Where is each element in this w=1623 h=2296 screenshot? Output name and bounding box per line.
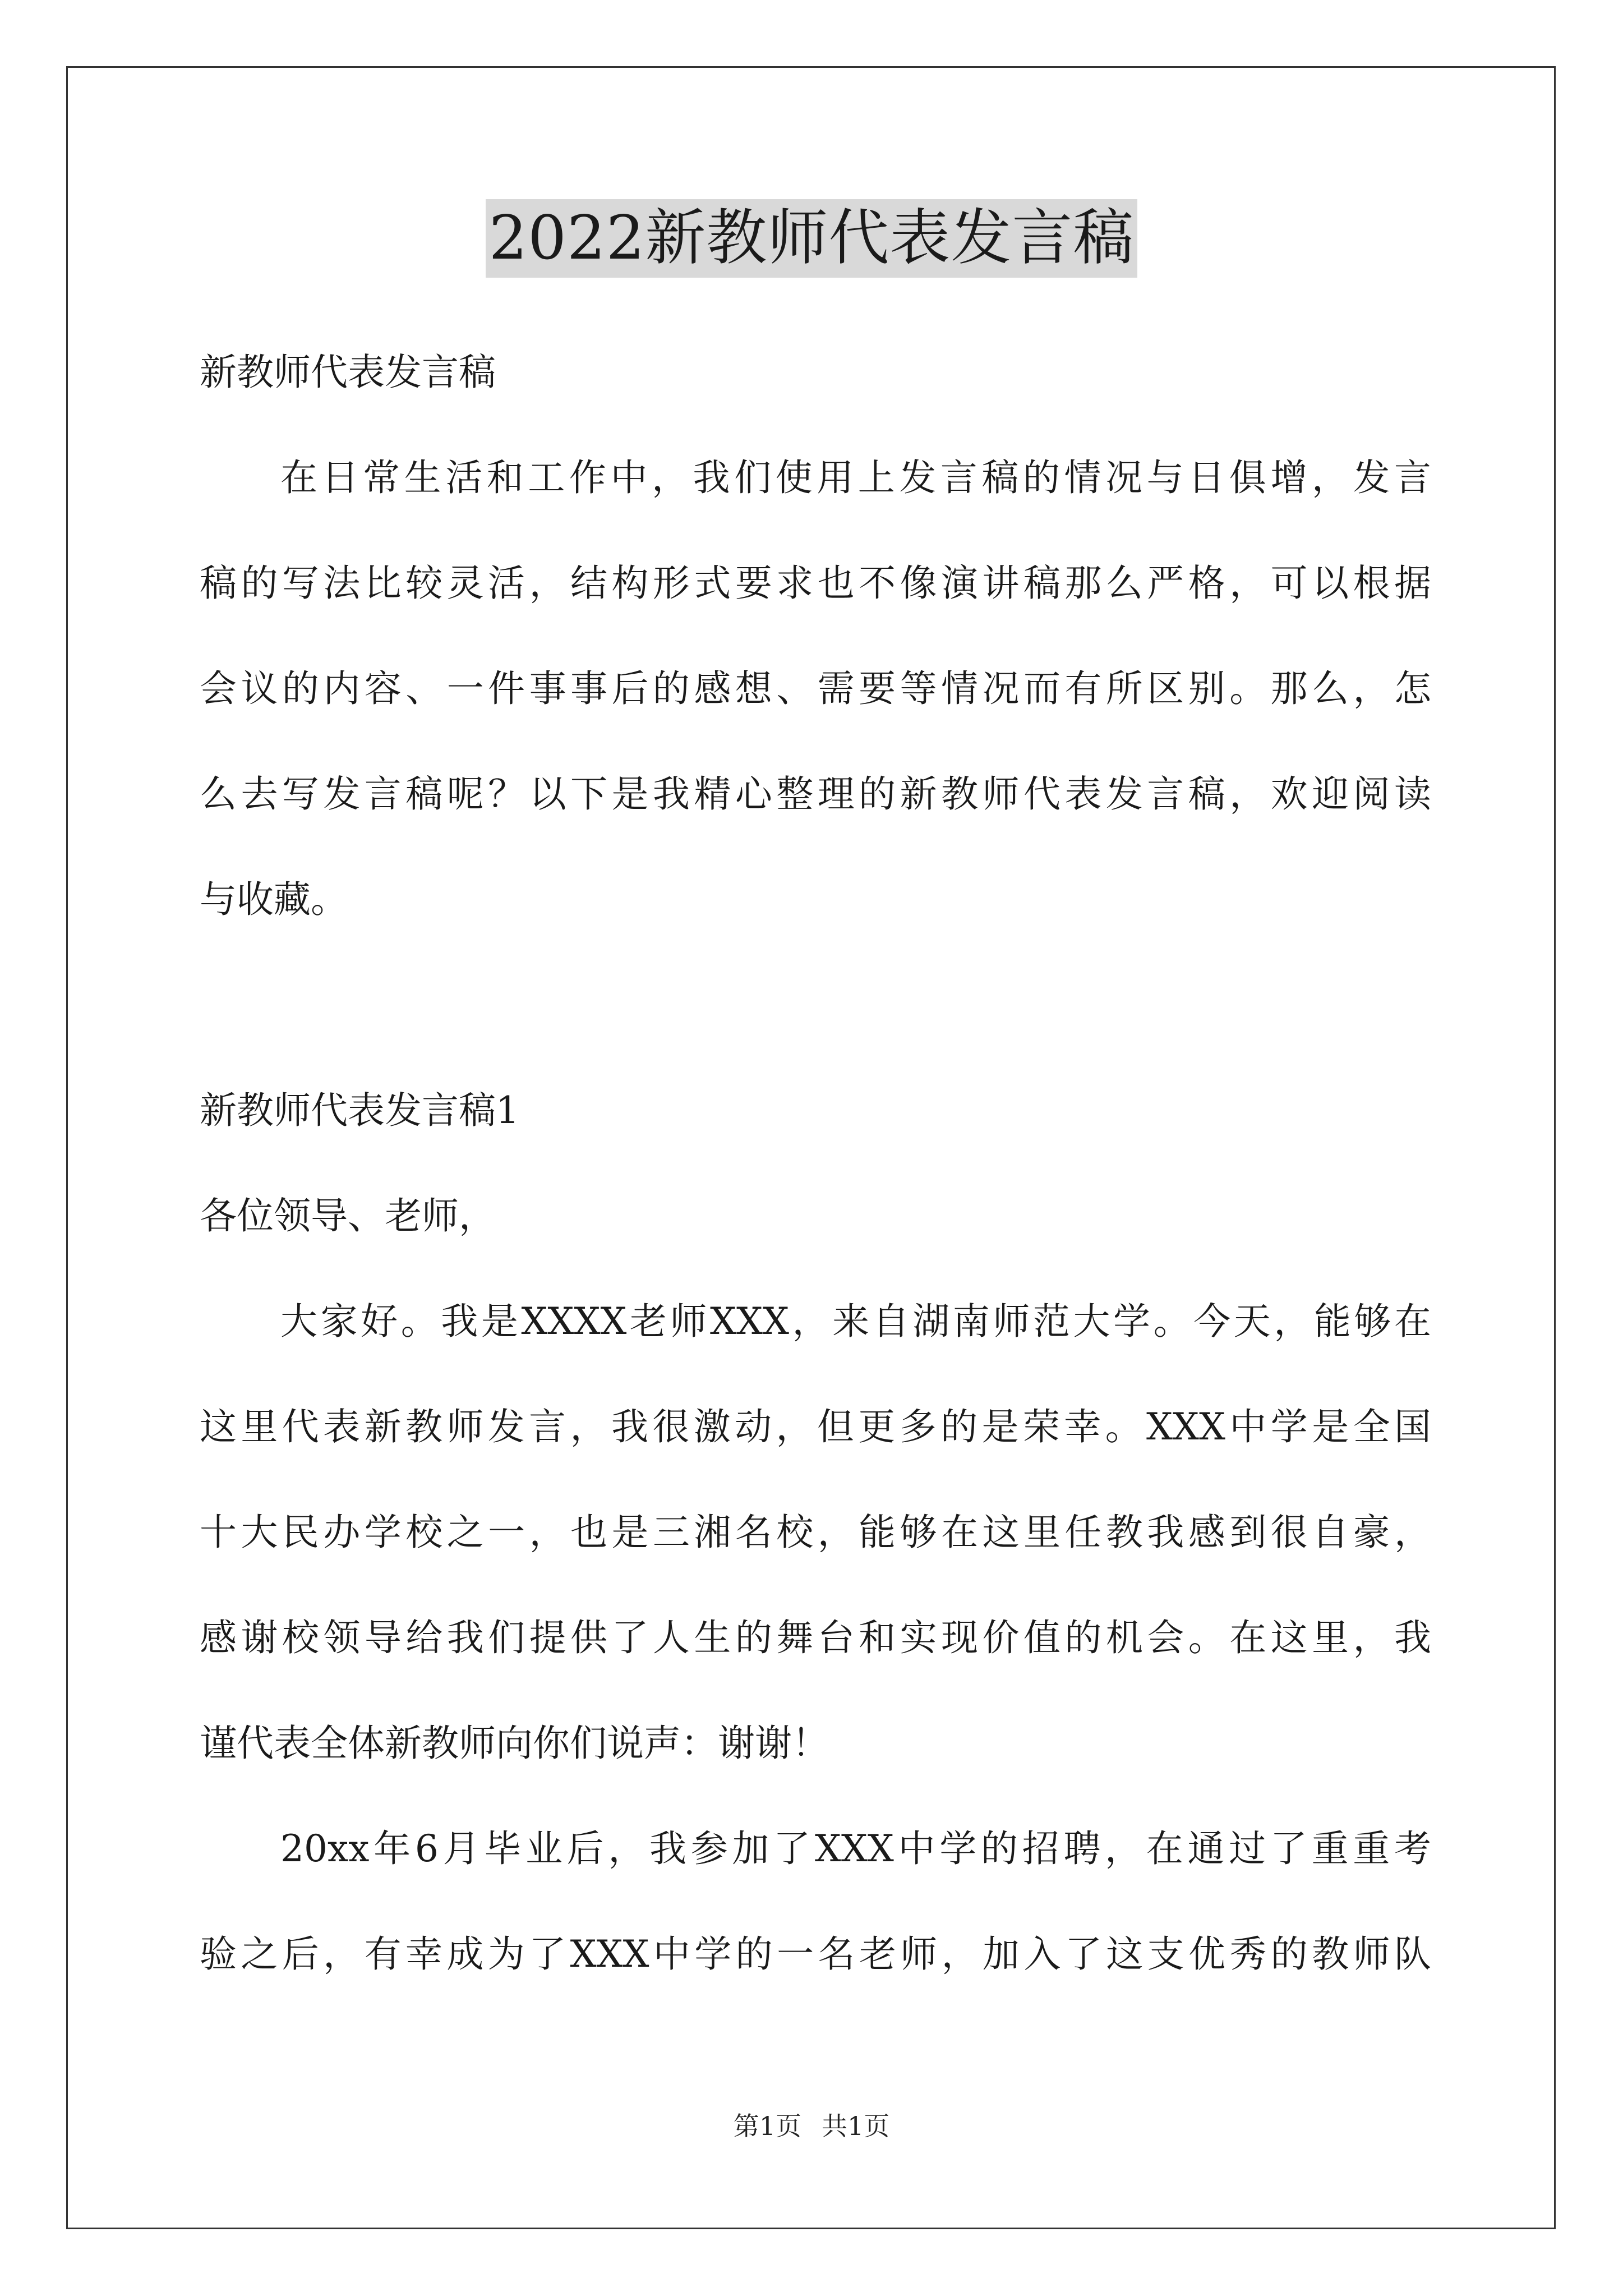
paragraph-line: 与收藏。: [200, 878, 348, 921]
paragraph-line: 验之后，有幸成为了XXX中学的一名老师，加入了这支优秀的教师队: [200, 1932, 1431, 1976]
paragraph-line: 感谢校领导给我们提供了人生的舞台和实现价值的机会。在这里，我: [200, 1616, 1431, 1659]
paragraph-line: 稿的写法比较灵活，结构形式要求也不像演讲稿那么严格，可以根据: [200, 562, 1431, 605]
paragraph-line: 十大民办学校之一，也是三湘名校，能够在这里任教我感到很自豪，: [200, 1511, 1431, 1554]
paragraph-line: 么去写发言稿呢？以下是我精心整理的新教师代表发言稿，欢迎阅读: [200, 772, 1431, 816]
paragraph-line: 会议的内容、一件事事后的感想、需要等情况而有所区别。那么，怎: [200, 667, 1431, 710]
paragraph-line: 这里代表新教师发言，我很激动，但更多的是荣幸。XXX中学是全国: [200, 1405, 1431, 1448]
paragraph-line: 在日常生活和工作中，我们使用上发言稿的情况与日俱增，发言: [280, 456, 1431, 499]
document-title: 2022新教师代表发言稿: [486, 199, 1138, 278]
section-heading: 新教师代表发言稿1: [200, 1089, 519, 1132]
page-count: 共1页: [822, 2111, 890, 2141]
paragraph-line: 谨代表全体新教师向你们说声：谢谢！: [200, 1722, 829, 1765]
salutation: 各位领导、老师，: [200, 1194, 496, 1237]
title-container: [0, 199, 1623, 278]
section-heading: 新教师代表发言稿: [200, 351, 496, 394]
page-number: 第1页: [733, 2111, 801, 2141]
page-footer: [0, 2109, 1623, 2143]
paragraph-line: 大家好。我是XXXX老师XXX，来自湖南师范大学。今天，能够在: [280, 1300, 1431, 1343]
paragraph-line: 20xx年6月毕业后，我参加了XXX中学的招聘，在通过了重重考: [280, 1827, 1431, 1870]
document-body: [200, 320, 1431, 2007]
paragraph-gap: [200, 953, 1431, 1058]
